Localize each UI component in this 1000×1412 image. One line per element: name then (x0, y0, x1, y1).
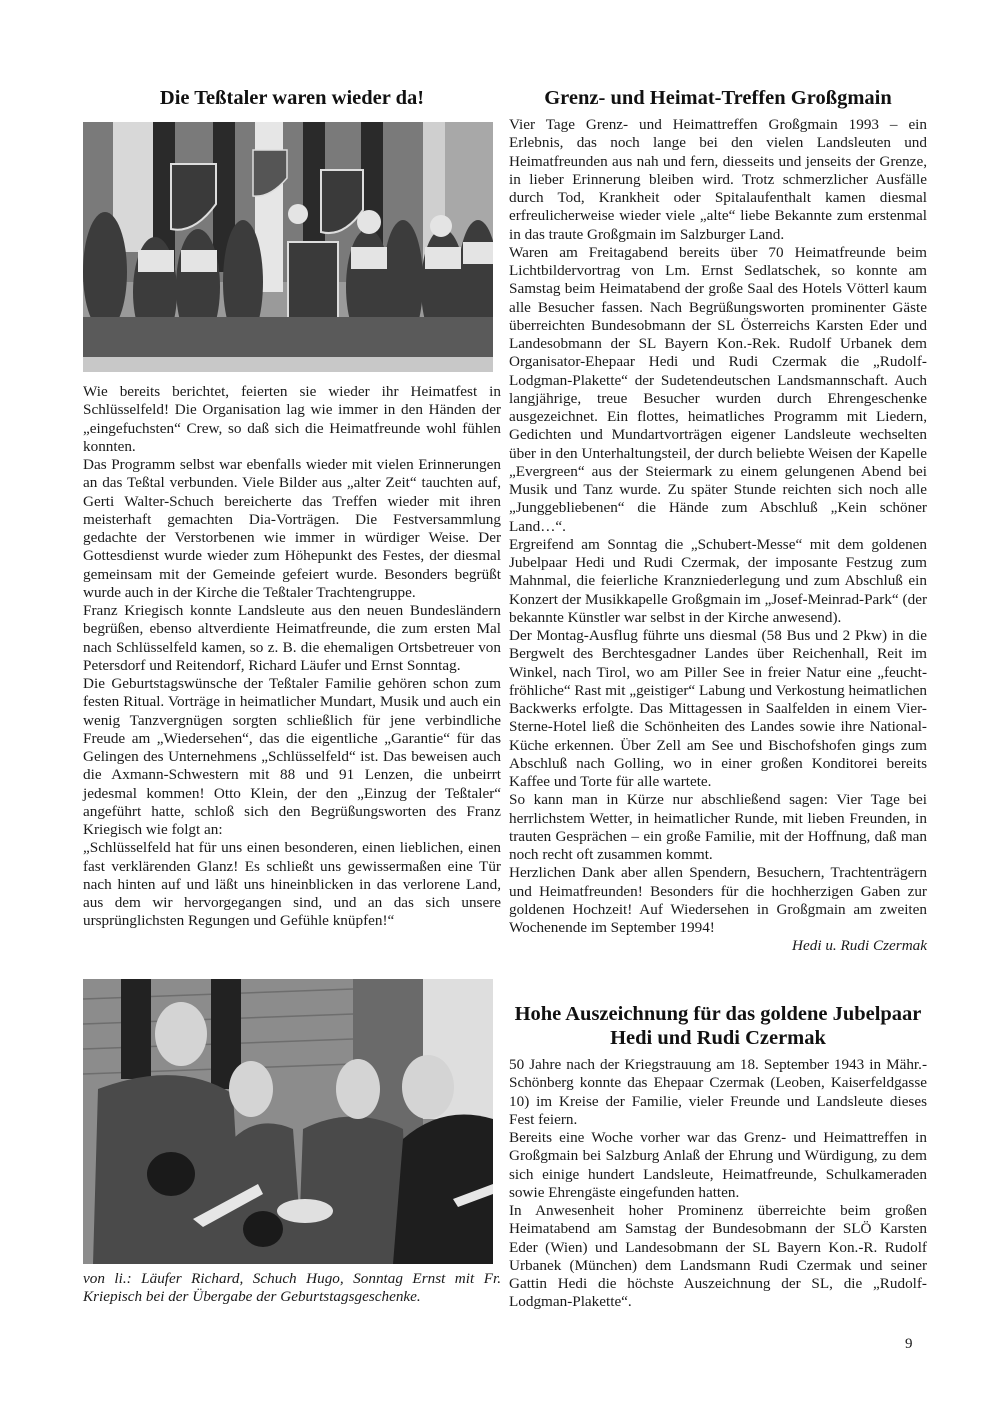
jubelpaar-article (509, 1002, 927, 1312)
left-column (83, 86, 501, 110)
four-men-photo-icon (83, 979, 493, 1264)
paragraph: Herzlichen Dank aber allen Spendern, Besuchern, Trachtenträgern und Heimatfreunden! Besonders für die hochherzigen Gaben zur goldenen Hochzeit! Auf Wiedersehen in Großgmain am zweiten Wochenende im September 1994! (509, 864, 927, 936)
photo-caption: von li.: Läufer Richard, Schuch Hugo, Sonntag Ernst mit Fr. Kriepisch bei der Übergabe der Geburtstagsgeschenke. (83, 1270, 501, 1306)
paragraph: Das Programm selbst war ebenfalls wieder mit vielen Erinnerungen an das Teßtal verbunden. Viele Bilder aus „alter Zeit“ tauchten auf, Gerti Walter-Schuch bereicherte das Treffen wieder mit ihren meisterhaft gemachten Dia-Vorträgen. Die Festversammlung gedachte der Verstorbenen wie immer in würdiger Weise. Der Gottesdienst wurde wieder zum Höhepunkt des Festes, der diesmal gemeinsam mit der Gemeinde gefeiert wurde. Besonders begrüßt wurde auch in der Kirche die Teßtaler Trachtengruppe. (83, 456, 501, 601)
paragraph: Die Geburtstagswünsche der Teßtaler Familie gehören schon zum festen Ritual. Vorträge in heimatlicher Mundart, Musik und auch ein wenig Tanzvergnügen sorgten schließlich für jene verbindliche Freude am „Wiedersehen“, das die eigentliche „Garantie“ für das Gelingen des Unternehmens „Schlüsselfeld“ ist. Das beweisen auch die Axmann-Schwestern mit 88 und 91 Lenzen, die unbeirrt jedesmal kommen! Otto Klein, der den „Einzug der Teßtaler“ angeführt hatte, schloß sich den Begrüßungsworten des Franz Kriegisch wie folgt an: (83, 675, 501, 838)
paragraph: So kann man in Kürze nur abschließend sagen: Vier Tage bei herrlichstem Wetter, in heimatlicher Runde, mit lieben Freunden, in trauten Gesprächen – ein große Familie, mit der Hoffnung, daß man noch recht oft zusammen kommt. (509, 791, 927, 863)
paragraph: Vier Tage Grenz- und Heimattreffen Großgmain 1993 – ein Erlebnis, das noch lange bei den vielen Landsleuten und Heimatfreunden aus nah und fern, diesseits und jenseits der Grenze, in lieber Erinnerung bleiben wird. Trotz schmerzlicher Ausfälle durch Tod, Krankheit oder Spitalaufenthalt kamen diesmal erfreulicherweise wieder viele „alte“ liebe Bekannte zum erstenmal in das traute Großgmain im Salzburger Land. (509, 116, 927, 243)
birthday-gift-photo (83, 979, 493, 1264)
article-title-jubelpaar-line1: Hohe Auszeichnung für das goldene Jubelpaar (514, 1003, 922, 1025)
stage-photo (83, 122, 493, 372)
article-title-jubelpaar-line2: Hedi und Rudi Czermak (610, 1027, 826, 1049)
article-signature: Hedi u. Rudi Czermak (792, 937, 927, 955)
paragraph: Wie bereits berichtet, feierten sie wieder ihr Heimatfest in Schlüsselfeld! Die Organisation lag wie immer in den Händen der „eingefuchsten“ Crew, so daß sich die Heimatfreunde wohl fühlen konnten. (83, 383, 501, 455)
page-number: 9 (905, 1336, 913, 1352)
paragraph: Waren am Freitagabend bereits über 70 Heimatfreunde beim Lichtbildervortrag von Lm. Ernst Sedlatschek, so konnte am Samstag beim Heimatabend der große Saal des Hotels Vötterl kaum alle Besucher fassen. Nach Begrüßungsworten prominenter Gäste überreichten Bundesobmann der SL Österreichs Karsten Eder und Landesobmann der SL Bayern Kon.-Rek. Rudolf Urbanek dem Organisator-Ehepaar Hedi und Rudi Czermak die „Rudolf-Lodgman-Plakette“ der Sudetendeutschen Landsmannschaft. Auch langjährige, treue Besucher wurden durch Ehrengeschenke ausgezeichnet. Ein flottes, heimatliches Programm mit Liedern, Gedichten und Mundartvorträgen eigener Landsleute wechselten über in den Unterhaltungsteil, der durch beliebte Weisen der Kapelle „Evergreen“ aus der Steiermark zu einem gelungenen Abend bei Musik und Tanz wurde. Zu später Stunde reichten sich noch alle „Junggebliebenen“ die Hände zum Abschluß „Kein schöner Land…“. (509, 243, 927, 535)
paragraph: Bereits eine Woche vorher war das Grenz- und Heimattreffen in Großgmain bei Salzburg Anlaß der Ehrung und Würdigung, zu dem sich einige hundert Landsleute, Heimatfreunde, Schulkameraden sowie Ehrengäste eingefunden hatten. (509, 1129, 927, 1201)
paragraph: 50 Jahre nach der Kriegstrauung am 18. September 1943 in Mähr.-Schönberg konnte das Ehepaar Czermak (Leoben, Kaiserfeldgasse 10) im Kreise der Familie, vieler Freunde und Landsleute dieses Fest feiern. (509, 1056, 927, 1128)
article-title-grossgmain: Grenz- und Heimat-Treffen Großgmain (544, 87, 892, 109)
paragraph: Der Montag-Ausflug führte uns diesmal (58 Bus und 2 Pkw) in die Bergwelt des Berchtesgadner Landes über Reichenhall, Reit im Winkel, nach Tirol, wo am Piller See in freier Natur eine „feucht-fröhliche“ Rast mit „geistiger“ Labung und Verkostung heimatlichen Backwerks erfolgte. Das Mittagessen in Saalfelden in einem Vier-Sterne-Hotel ließ die Schönheiten des Landes sowie ihre National-Küche erkennen. Über Zell am See und Bischofshofen gings zum Abschluß nach Golling, wo in einer großen Konditorei bereits Kaffee und Torte für alle wartete. (509, 627, 927, 790)
article-title-tesstaler: Die Teßtaler waren wieder da! (159, 87, 425, 109)
photo-caption-block (83, 1270, 501, 1307)
paragraph: Ergreifend am Sonntag die „Schubert-Messe“ mit dem goldenen Jubelpaar Hedi und Rudi Czermak, der imposante Festzug zum Mahnmal, die feierliche Kranzniederlegung und zum Abschluß ein Konzert der Musikkapelle Großgmain im „Josef-Meinrad-Park“ (der bekannte Künstler war selbst in der Kirche anwesend). (509, 535, 927, 626)
tesstaler-article-body (83, 383, 501, 931)
paragraph: Franz Kriegisch konnte Landsleute aus den neuen Bundesländern begrüßen, ebenso altverdiente Heimatfreunde, die zum ersten Mal nach Schlüsselfeld kamen, so z. B. die ehemaligen Ortsbetreuer von Petersdorf und Reitendorf, Richard Läufer und Ernst Sonntag. (83, 602, 501, 674)
quote-paragraph: „Schlüsselfeld hat für uns einen besonderen, einen lieblichen, einen fast verklärenden Glanz! Es schließt uns gewissermaßen eine Tür nach hinten auf und läßt uns hineinblicken in das verlorene Land, aus dem wir hervorgegangen sind, und an das sich unsere ursprünglichsten Regungen und Gefühle knüpfen!“ (83, 839, 501, 930)
stage-photo-icon (83, 122, 493, 372)
grossgmain-article (509, 86, 927, 956)
paragraph: In Anwesenheit hoher Prominenz überreichte beim großen Heimatabend am Samstag der Bundesobmann der SLÖ Karsten Eder (Wien) und Landesobmann der SL Bayern Kon.-R. Rudolf Urbanek (München) dem Landsmann Rudi Czermak und seiner Gattin Hedi die höchste Auszeichnung der SL, die „Rudolf-Lodgman-Plakette“. (509, 1202, 927, 1311)
